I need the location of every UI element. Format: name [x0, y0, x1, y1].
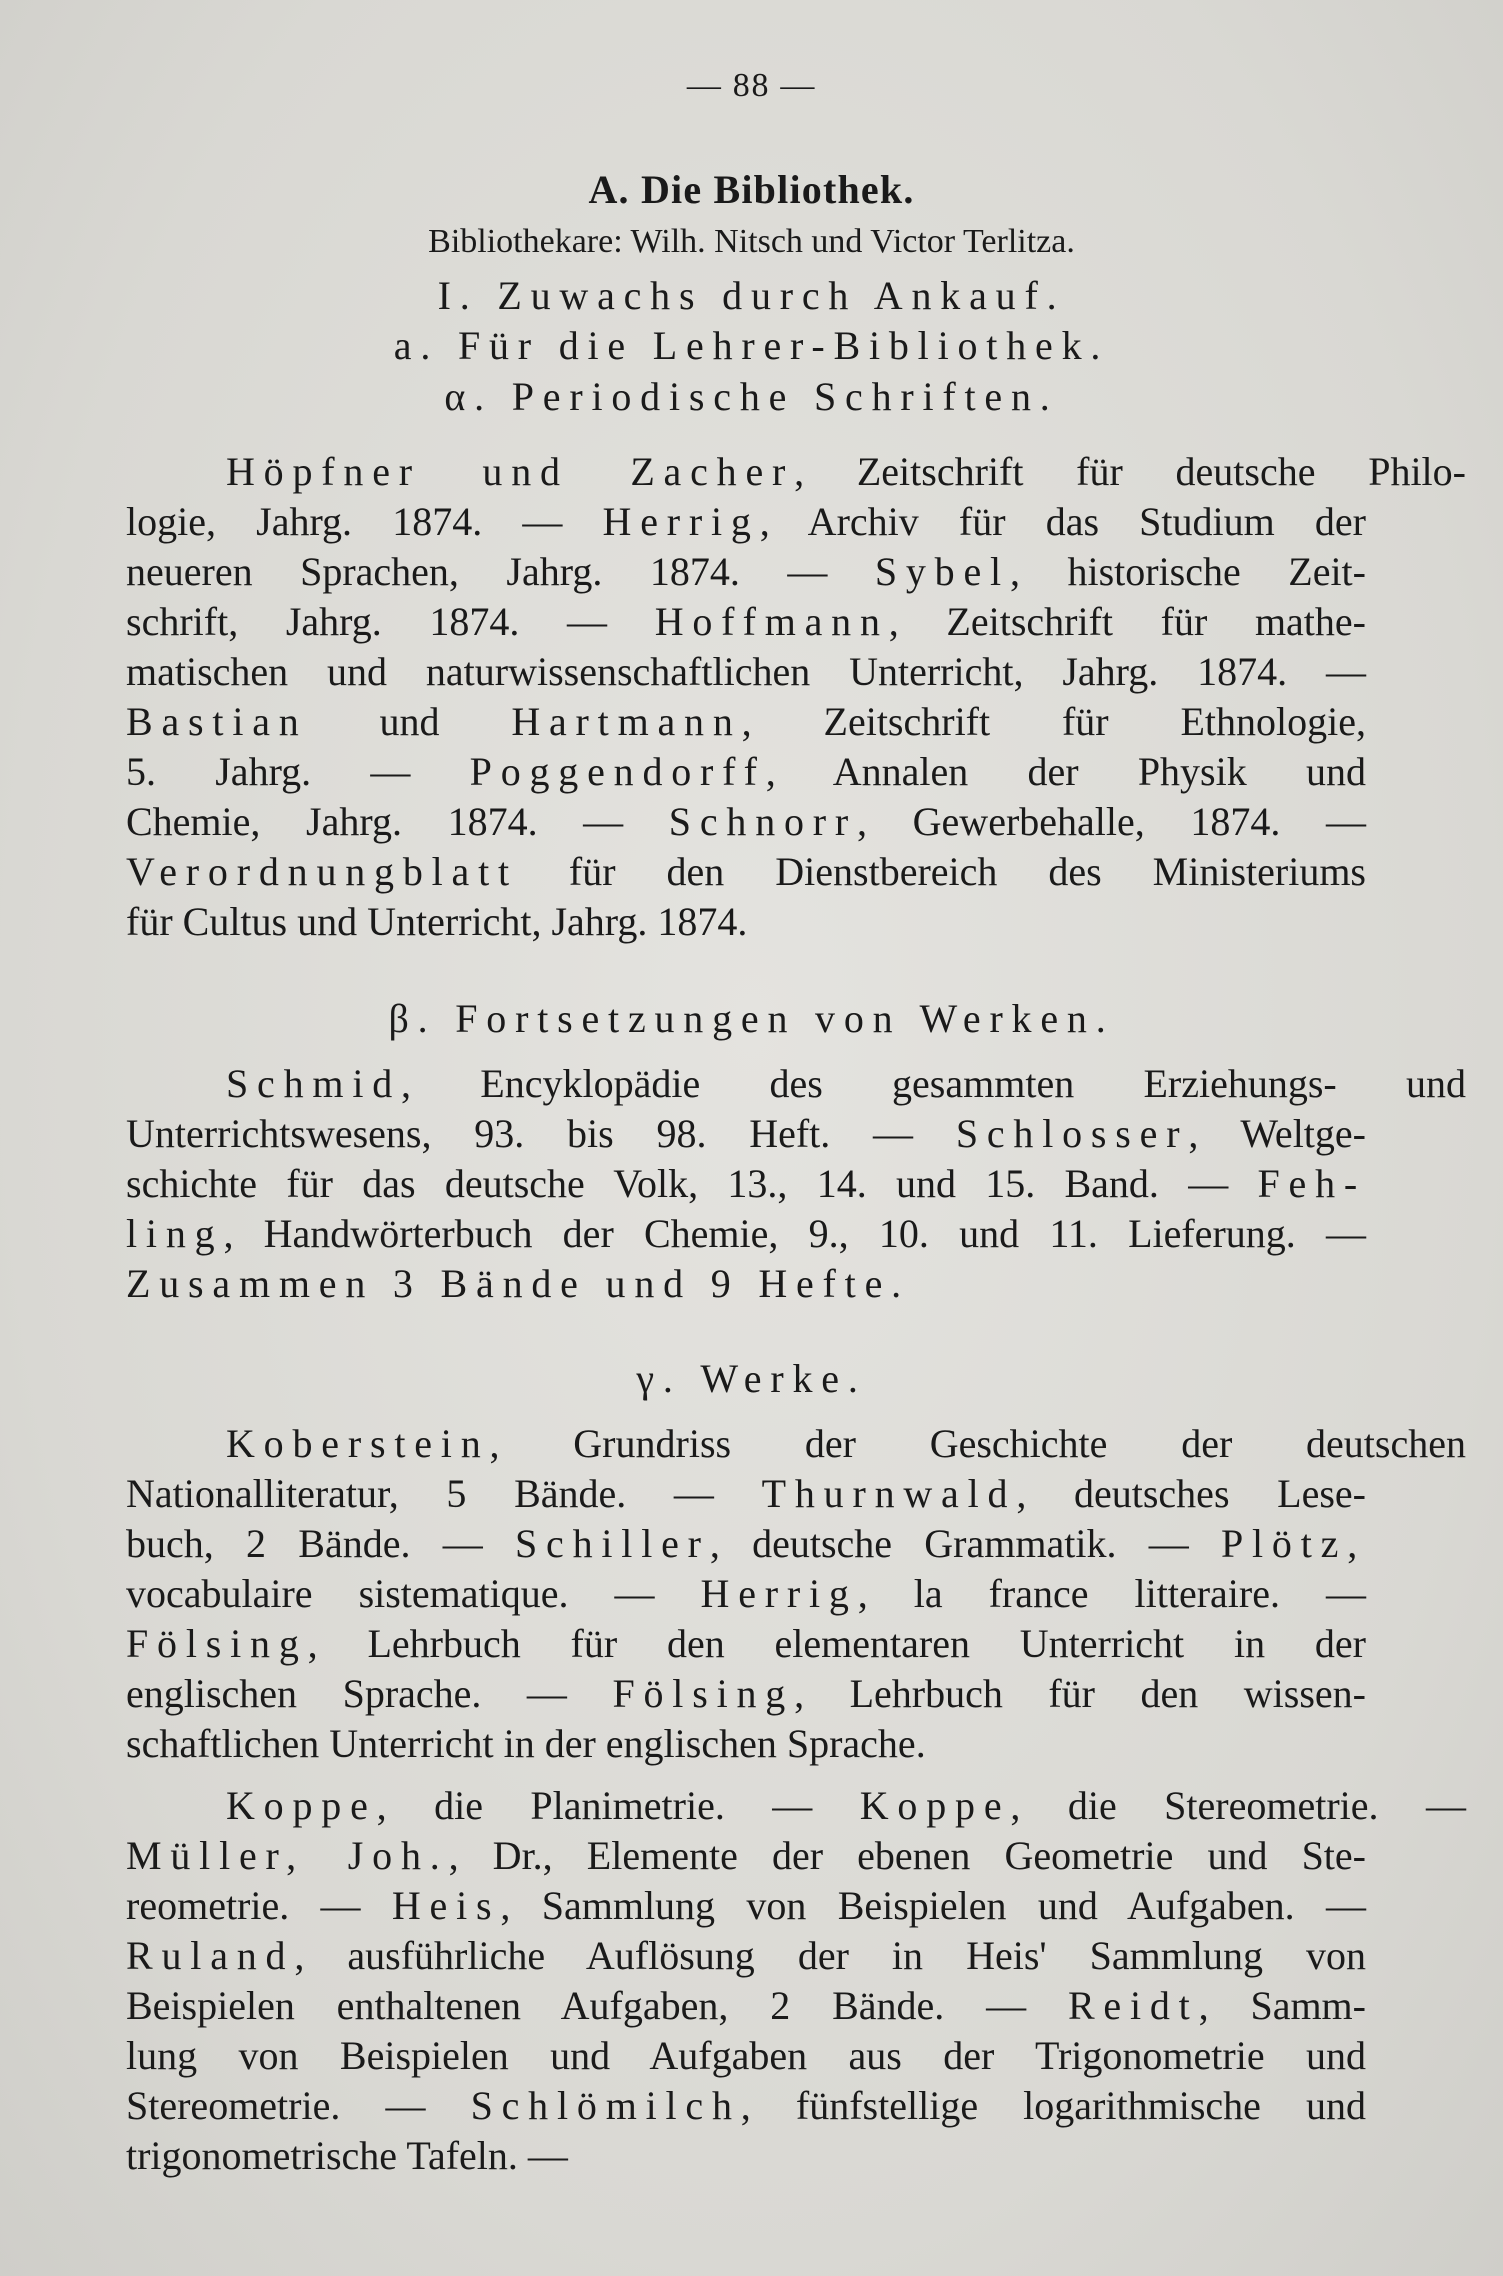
section-title: A. Die Bibliothek. — [588, 167, 915, 212]
text-line: Beispielen enthaltenen Aufgaben, 2 Bände. — Reidt, Samm- — [126, 1983, 1366, 2028]
text-line: ling, Handwörterbuch der Chemie, 9., 10. und 11. Lieferung. — — [126, 1211, 1366, 1256]
text-line: Fölsing, Lehrbuch für den elementaren Unterricht in der — [126, 1621, 1366, 1666]
text-line: Unterrichtswesens, 93. bis 98. Heft. — Schlosser, Weltge- — [126, 1111, 1366, 1156]
text-line: Stereometrie. — Schlömilch, fünfstellige logarithmische und — [126, 2083, 1366, 2128]
text-line: lung von Beispielen und Aufgaben aus der Trigonometrie und — [126, 2033, 1366, 2078]
text-line: Verordnungblatt für den Dienstbereich des Ministeriums — [126, 849, 1366, 894]
text-line: Höpfner und Zacher, Zeitschrift für deutsche Philo- — [226, 449, 1466, 494]
text-line: Schmid, Encyklopädie des gesammten Erziehungs- und — [226, 1061, 1466, 1106]
text-line: Koberstein, Grundriss der Geschichte der deutschen — [226, 1421, 1466, 1466]
text-line: für Cultus und Unterricht, Jahrg. 1874. — [126, 899, 748, 944]
heading-teacher-library: a. Für die Lehrer-Bibliothek. — [393, 323, 1110, 368]
librarians-line: Bibliothekare: Wilh. Nitsch und Victor Terlitza. — [428, 223, 1075, 260]
text-line: reometrie. — Heis, Sammlung von Beispielen und Aufgaben. — — [126, 1883, 1366, 1928]
heading-periodicals: α. Periodische Schriften. — [444, 374, 1059, 419]
heading-works: γ. Werke. — [636, 1356, 867, 1401]
text-line: Koppe, die Planimetrie. — Koppe, die Stereometrie. — — [226, 1783, 1466, 1828]
text-line: logie, Jahrg. 1874. — Herrig, Archiv für das Studium der — [126, 499, 1366, 544]
text-line: schichte für das deutsche Volk, 13., 14. und 15. Band. — Feh- — [126, 1161, 1366, 1206]
text-line: Chemie, Jahrg. 1874. — Schnorr, Gewerbehalle, 1874. — — [126, 799, 1366, 844]
text-line: Bastian und Hartmann, Zeitschrift für Ethnologie, — [126, 699, 1366, 744]
text-line: 5. Jahrg. — Poggendorff, Annalen der Physik und — [126, 749, 1366, 794]
text-line: englischen Sprache. — Fölsing, Lehrbuch für den wissen- — [126, 1671, 1366, 1716]
text-line: buch, 2 Bände. — Schiller, deutsche Grammatik. — Plötz, — [126, 1521, 1366, 1566]
text-line: vocabulaire sistematique. — Herrig, la france litteraire. — — [126, 1571, 1366, 1616]
text-line: neueren Sprachen, Jahrg. 1874. — Sybel, historische Zeit- — [126, 549, 1366, 594]
text-line: Nationalliteratur, 5 Bände. — Thurnwald, deutsches Lese- — [126, 1471, 1367, 1516]
text-line: trigonometrische Tafeln. — — [126, 2133, 568, 2178]
page-number: — 88 — — [686, 67, 817, 104]
text-line: schaftlichen Unterricht in der englischen Sprache. — [126, 1721, 926, 1766]
text-line: Müller, Joh., Dr., Elemente der ebenen Geometrie und Ste- — [126, 1833, 1366, 1878]
text-line: Zusammen 3 Bände und 9 Hefte. — [126, 1261, 910, 1306]
text-line: schrift, Jahrg. 1874. — Hoffmann, Zeitschrift für mathe- — [126, 599, 1366, 644]
heading-acquisitions: I. Zuwachs durch Ankauf. — [437, 273, 1066, 318]
text-line: Ruland, ausführliche Auflösung der in Heis' Sammlung von — [126, 1933, 1366, 1978]
heading-continuations: β. Fortsetzungen von Werken. — [388, 996, 1115, 1041]
text-line: matischen und naturwissenschaftlichen Unterricht, Jahrg. 1874. — — [126, 649, 1366, 694]
